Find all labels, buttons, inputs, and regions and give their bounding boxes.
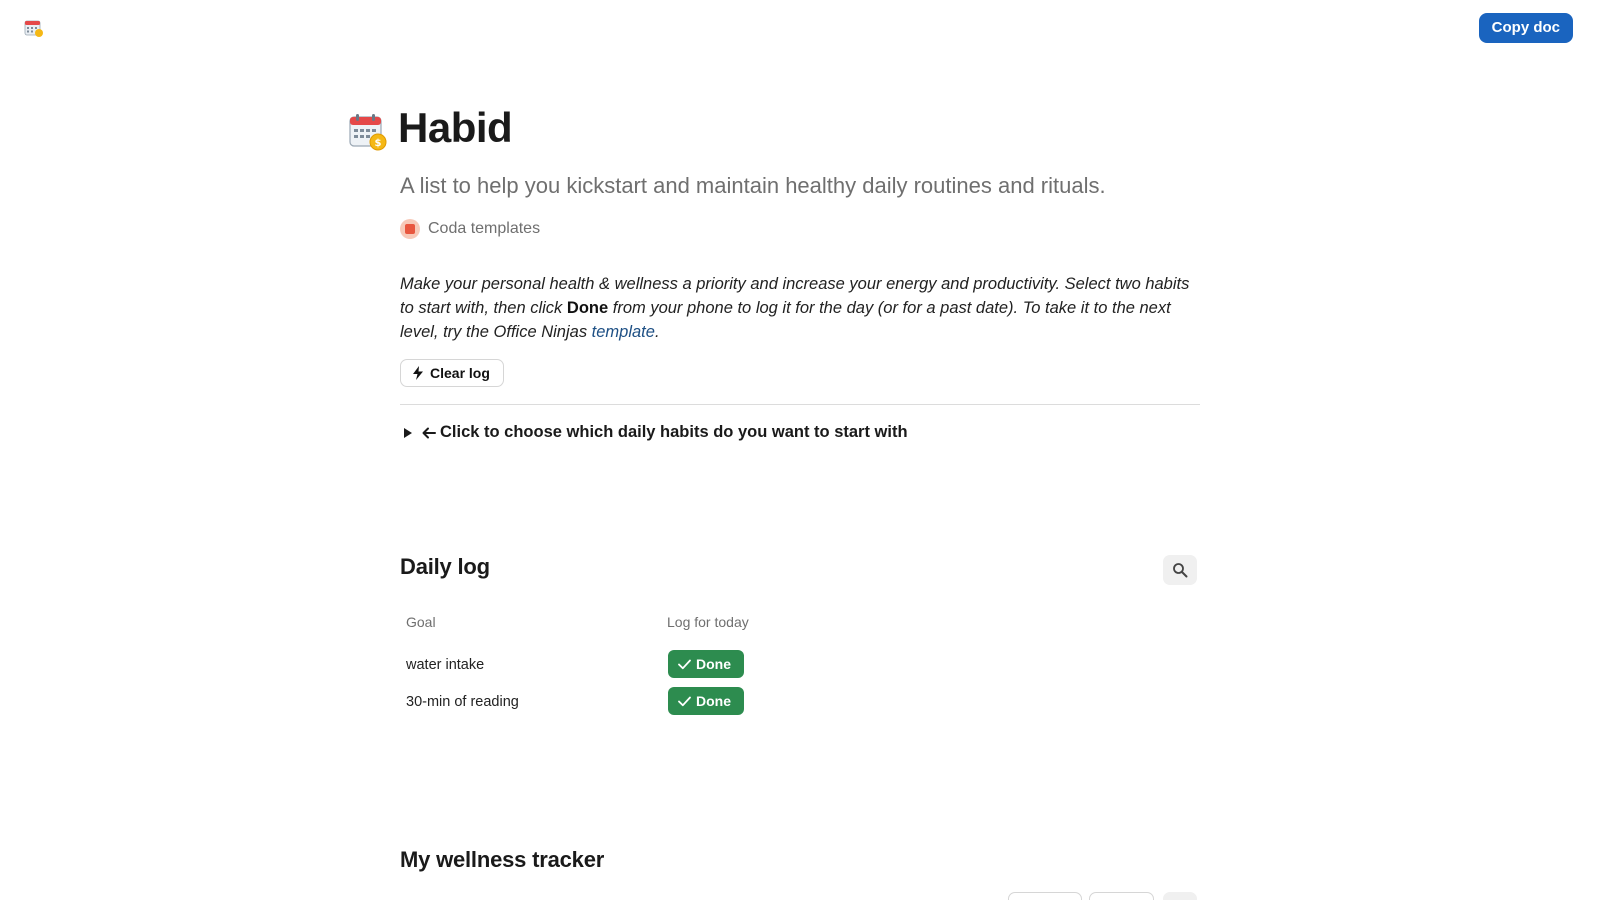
habits-toggle[interactable]	[404, 423, 908, 442]
habits-toggle-label: Click to choose which daily habits do you want to start with	[440, 423, 908, 441]
calendar-icon[interactable]	[24, 18, 44, 38]
clear-log-label: Clear log	[430, 365, 490, 381]
intro-bold-done: Done	[566, 299, 609, 317]
bolt-icon	[412, 366, 424, 380]
intro-paragraph	[400, 272, 1190, 344]
template-link[interactable]: template	[591, 323, 655, 341]
intro-text: from your phone to log it for the day (or for a past date). To take it to the next level, try the Office Ninjas	[400, 299, 1171, 341]
divider	[400, 404, 1200, 405]
goal-cell[interactable]: 30-min of reading	[406, 694, 519, 710]
page-subtitle: A list to help you kickstart and maintain healthy daily routines and rituals.	[400, 173, 1106, 198]
column-header-goal[interactable]: Goal	[406, 614, 436, 630]
calendar-icon	[348, 112, 388, 152]
top-bar	[0, 0, 1600, 56]
check-icon	[678, 659, 691, 670]
intro-text: Make your personal health & wellness a priority and increase your energy and productivity. Select two habits to start with, then click	[400, 275, 1190, 317]
check-icon	[678, 696, 691, 707]
table-row	[400, 648, 1200, 684]
goal-cell[interactable]: water intake	[406, 657, 485, 673]
wellness-tracker-heading: My wellness tracker	[400, 847, 605, 872]
view-button[interactable]	[1089, 892, 1154, 900]
page-title: Habid	[398, 104, 513, 151]
column-header-log-for-today[interactable]: Log for today	[667, 614, 749, 630]
table-row	[400, 685, 1200, 721]
arrow-left-icon	[422, 426, 436, 440]
search-button[interactable]	[1163, 555, 1197, 585]
done-button[interactable]	[668, 687, 744, 715]
view-button[interactable]	[1008, 892, 1082, 900]
search-button[interactable]	[1163, 892, 1197, 900]
author-name: Coda templates	[428, 220, 541, 237]
copy-doc-button[interactable]: Copy doc	[1479, 13, 1573, 43]
svg-text:$: $	[374, 138, 382, 149]
done-label: Done	[696, 693, 731, 709]
daily-log-heading: Daily log	[400, 554, 490, 579]
search-icon	[1172, 562, 1188, 578]
done-button[interactable]	[668, 650, 744, 678]
author-link[interactable]	[400, 218, 540, 240]
clear-log-button[interactable]	[400, 359, 504, 387]
done-label: Done	[696, 656, 731, 672]
intro-text: .	[654, 323, 660, 341]
triangle-right-icon[interactable]	[404, 428, 412, 438]
coin-icon	[370, 134, 386, 150]
coda-logo-icon	[400, 219, 420, 239]
